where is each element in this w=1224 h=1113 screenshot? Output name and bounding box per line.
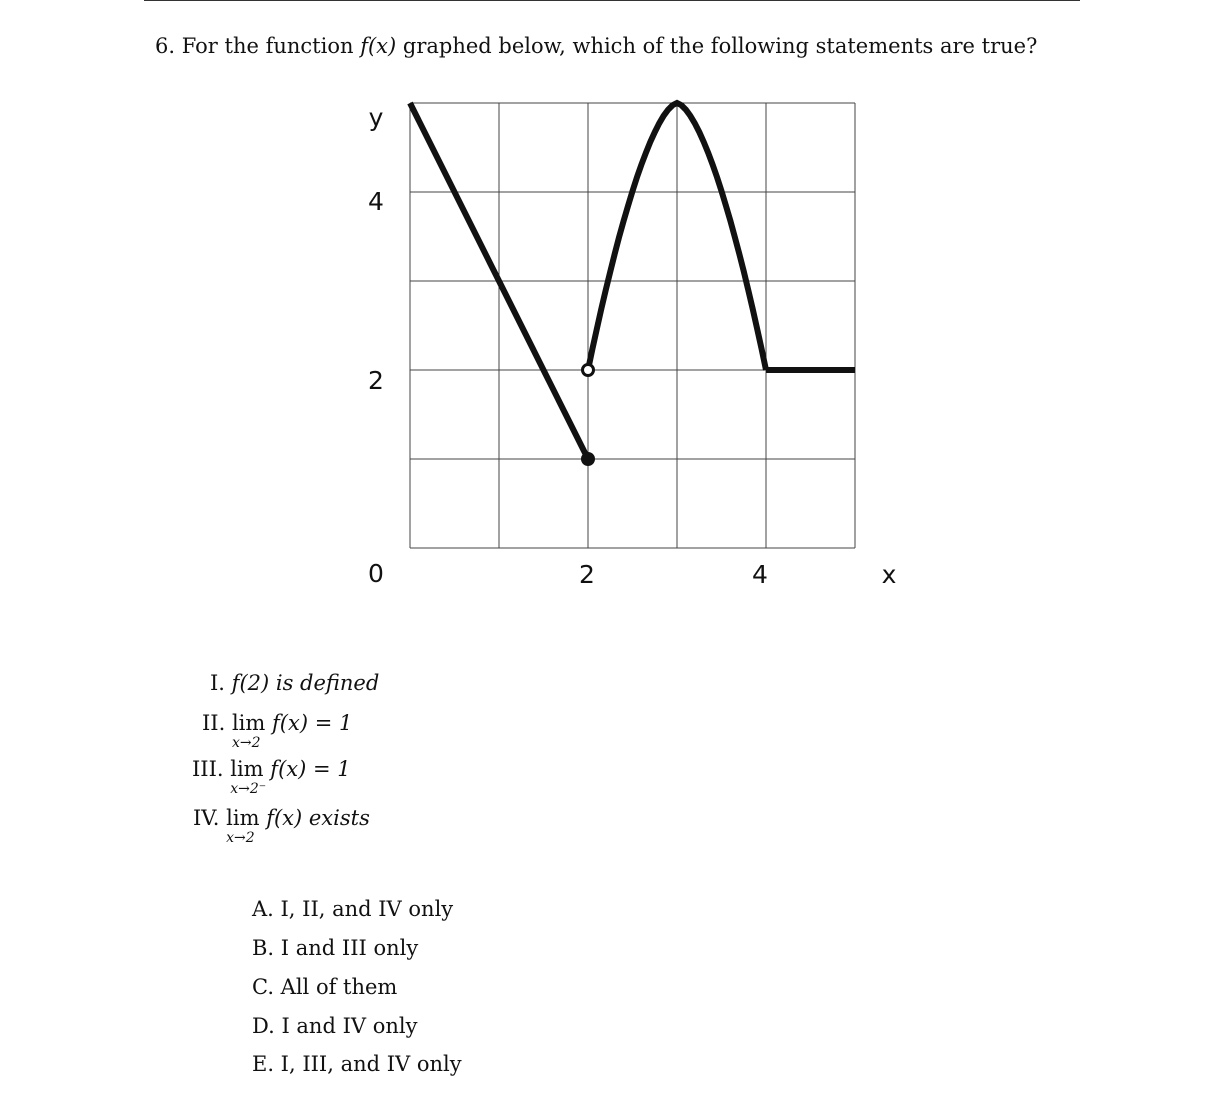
statement-4 xyxy=(193,806,370,846)
statement-3-lim-sub: x→2⁻ xyxy=(230,781,267,797)
statement-4-numeral: IV. xyxy=(193,806,220,830)
choice-b: B. I and III only xyxy=(252,936,419,960)
statement-3-limit xyxy=(230,757,267,797)
choice-e: E. I, III, and IV only xyxy=(252,1052,462,1076)
function-graph xyxy=(350,90,910,600)
statement-1-text: f(2) is defined xyxy=(231,671,380,695)
x-tick-4: 4 xyxy=(752,560,768,589)
question-text-before: For the function xyxy=(181,34,354,58)
statement-1-numeral: I. xyxy=(210,671,225,695)
question-prompt xyxy=(155,34,1037,58)
y-tick-4: 4 xyxy=(368,187,384,216)
x-axis-label: x xyxy=(881,560,897,589)
function-name: f(x) xyxy=(360,34,397,58)
choice-c: C. All of them xyxy=(252,975,398,999)
statement-2-lim-sub: x→2 xyxy=(231,735,261,751)
y-tick-0: 0 xyxy=(368,559,384,588)
y-axis-label: y xyxy=(368,103,384,132)
statement-4-limit xyxy=(226,806,260,846)
statement-4-lim-sub: x→2 xyxy=(226,830,255,846)
x-tick-2: 2 xyxy=(579,560,595,589)
choice-a: A. I, II, and IV only xyxy=(252,897,454,921)
statement-4-expr: f(x) exists xyxy=(266,806,370,830)
choice-d: D. I and IV only xyxy=(252,1014,418,1038)
statement-4-lim-word: lim xyxy=(226,806,260,830)
statement-2-expr: f(x) = 1 xyxy=(272,711,353,735)
statement-2-numeral: II. xyxy=(202,711,226,735)
graph-grid xyxy=(410,103,855,548)
statement-1 xyxy=(210,671,379,695)
top-rule xyxy=(144,0,1080,1)
open-point xyxy=(583,365,594,376)
question-text-after: graphed below, which of the following statements are true? xyxy=(402,34,1038,58)
statement-3-expr: f(x) = 1 xyxy=(270,757,351,781)
question-number: 6. xyxy=(155,34,176,58)
statement-3-numeral: III. xyxy=(192,757,224,781)
statement-3-lim-word: lim xyxy=(230,757,264,781)
statement-2 xyxy=(202,711,353,751)
statement-2-lim-word: lim xyxy=(231,711,266,735)
statement-2-limit xyxy=(231,711,266,751)
y-tick-2: 2 xyxy=(368,366,384,395)
statement-3 xyxy=(192,757,351,797)
closed-point xyxy=(581,452,595,466)
